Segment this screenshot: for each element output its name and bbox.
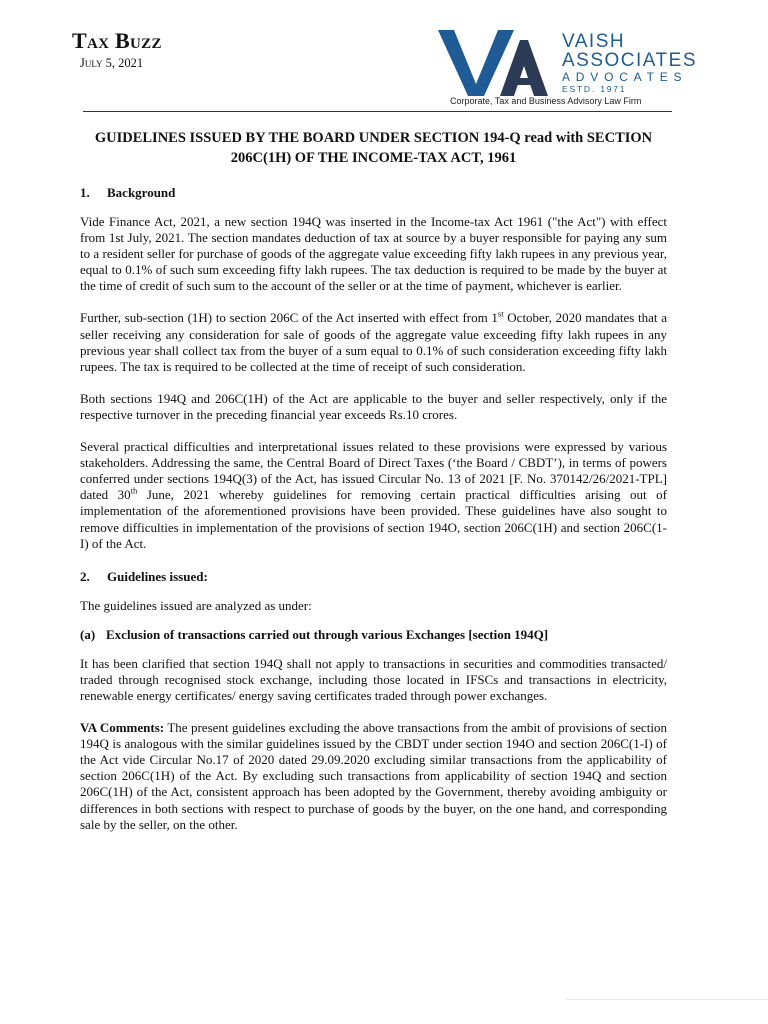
subsection-a-title: Exclusion of transactions carried out through various Exchanges [section 194Q] xyxy=(106,626,549,642)
subsection-a-heading xyxy=(80,627,667,643)
section-1-heading xyxy=(80,185,667,201)
exchanges-paragraph: It has been clarified that section 194Q shall not apply to transactions in securities and commodities transacted/ traded through recognised stock exchange, including those located in IFSCs and transactions in electricity, renewable energy certificates/ energy saving certificates traded through power exchanges. xyxy=(80,655,667,703)
section-2-heading xyxy=(80,569,667,585)
section-2-title: Guidelines issued: xyxy=(107,568,208,584)
document-title: GUIDELINES ISSUED BY THE BOARD UNDER SECTION 194-Q read with SECTION 206C(1H) OF THE INCOME-TAX ACT, 1961 xyxy=(94,130,653,166)
header-divider xyxy=(83,111,672,112)
background-paragraph-1: Vide Finance Act, 2021, a new section 194Q was inserted in the Income-tax Act 1961 ("the Act") with effect from 1st July, 2021. The section mandates deduction of tax at source by a buyer responsible for paying any sum to a resident seller for purchase of goods of the aggregate value exceeding fifty lakh rupees in any previous year, equal to 0.1% of such sum exceeding fifty lakh rupees. The tax deduction is required to be made by the buyer at the time of credit of such sum to the account of the seller or at the time of payment, whichever is earlier. xyxy=(80,214,667,294)
background-paragraph-3: Both sections 194Q and 206C(1H) of the Act are applicable to the buyer and seller respectively, only if the respective turnover in the preceding financial year exceeds Rs.10 crores. xyxy=(80,390,667,422)
background-paragraph-2 xyxy=(80,310,667,374)
guidelines-intro: The guidelines issued are analyzed as under: xyxy=(80,597,312,613)
logo-line-advocates: ADVOCATES xyxy=(562,70,688,84)
subsection-a-number: (a) xyxy=(80,626,96,642)
va-comments-paragraph xyxy=(80,720,667,833)
paragraph-4-text-cont: June, 2021 whereby guidelines for removing certain practical difficulties arising out of implementation of the aforementioned provisions have been provided. These guidelines have also sought to remove difficulties in implementation of the provisions of section 194O, section 206C(1H) and section 206C(1-I) of the Act. xyxy=(80,487,667,551)
paragraph-4-text: Several practical difficulties and interpretational issues related to these provisions were expressed by various stakeholders. Addressing the same, the Central Board of Direct Taxes (‘the Board / CBDT’), in terms of powers conferred under sections 194Q(3) of the Act, has issued Circular No. 13 of 2021 [F. No. 370142/26/2021-TPL] dated 30 xyxy=(80,439,667,503)
section-1-title: Background xyxy=(107,185,176,200)
va-monogram-icon xyxy=(438,30,556,96)
logo-tagline: Corporate, Tax and Business Advisory Law Firm xyxy=(450,96,642,106)
paragraph-2-text-cont: October, 2020 mandates that a seller receiving any consideration for sale of goods of the aggregate value exceeding fifty lakh rupees in any previous year shall collect tax from the buyer of a sum equal to 0.1% of such consideration exceeding fifty lakh rupees. The tax is required to be collected at the time of receipt of such consideration. xyxy=(80,310,667,374)
va-comments-label: VA Comments: xyxy=(80,720,165,736)
ordinal-suffix: th xyxy=(130,485,138,496)
logo-line-established: ESTD. 1971 xyxy=(562,84,627,94)
newsletter-date: July 5, 2021 xyxy=(80,56,144,70)
newsletter-title: Tax Buzz xyxy=(72,28,162,53)
paragraph-2-text: Further, sub-section (1H) to section 206C of the Act inserted with effect from 1 xyxy=(80,310,498,326)
ordinal-suffix: st xyxy=(497,309,504,320)
footer-divider xyxy=(566,999,768,1000)
logo-wordmark xyxy=(562,32,697,95)
section-2-number: 2. xyxy=(80,568,90,584)
logo-line-associates: ASSOCIATES xyxy=(562,50,698,71)
logo-line-vaish: VAISH xyxy=(562,31,626,52)
background-paragraph-4 xyxy=(80,439,667,552)
section-1-number: 1. xyxy=(80,185,90,200)
va-comments-text: The present guidelines excluding the above transactions from the ambit of provisions of section 194Q is analogous with the similar guidelines issued by the CBDT under section 194O and section 206C(1-I) of the Act vide Circular No.17 of 2020 dated 29.09.2020 excluding similar transactions from the applicability of section 206C(1H) of the Act. By excluding such transactions from applicability of section 194Q and section 206C(1H) of the Act, consistent approach has been adopted by the Government, thereby avoiding ambiguity or differences in both sections with respect to purchase of goods by the buyer, on the one hand, and corresponding sale by the seller, on the other. xyxy=(80,720,668,832)
document-body xyxy=(80,128,667,833)
